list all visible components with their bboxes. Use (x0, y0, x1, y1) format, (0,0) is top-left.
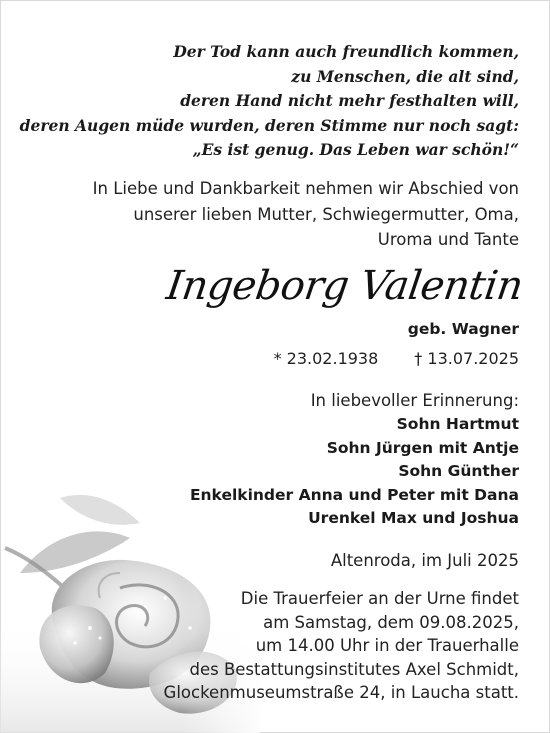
life-dates (274, 348, 519, 370)
poem-line: Der Tod kann auch freundlich kommen, (173, 42, 519, 61)
service-line: Glockenmuseumstraße 24, in Laucha statt. (163, 683, 519, 702)
mourner: Urenkel Max und Joshua (308, 509, 519, 527)
mourner: Enkelkinder Anna und Peter mit Dana (189, 485, 519, 504)
mourner: Sohn Hartmut (396, 415, 519, 433)
poem (20, 40, 519, 163)
mourner: Sohn Jürgen mit Antje (326, 438, 519, 457)
service-line: um 14.00 Uhr in der Trauerhalle (255, 636, 519, 655)
service-line: am Samstag, dem 09.08.2025, (263, 612, 519, 632)
service-line: Die Trauerfeier an der Urne findet (240, 589, 519, 608)
mourners-list (190, 413, 519, 531)
mourner: Sohn Günther (398, 462, 519, 480)
intro-line: Uroma und Tante (377, 230, 519, 249)
deceased-name: Ingeborg Valentin (163, 263, 526, 309)
poem-line: deren Augen müde wurden, deren Stimme nur noch sagt: (19, 115, 519, 135)
birth-date: * 23.02.1938 (273, 349, 379, 368)
death-date: † 13.07.2025 (414, 349, 519, 368)
poem-line: „Es ist genug. Das Leben war schön!“ (192, 140, 519, 159)
intro-text (93, 176, 519, 253)
service-info (164, 587, 519, 705)
intro-line: unserer lieben Mutter, Schwiegermutter, Oma, (133, 204, 519, 224)
poem-line: deren Hand nicht mehr festhalten will, (180, 91, 519, 110)
maiden-name: geb. Wagner (407, 320, 519, 338)
place-date: Altenroda, im Juli 2025 (330, 551, 519, 570)
poem-line: zu Menschen, die alt sind, (291, 66, 519, 86)
memory-heading: In liebevoller Erinnerung: (310, 391, 519, 410)
intro-line: In Liebe und Dankbarkeit nehmen wir Abschied von (92, 179, 519, 198)
service-line: des Bestattungsinstitutes Axel Schmidt, (189, 659, 519, 679)
